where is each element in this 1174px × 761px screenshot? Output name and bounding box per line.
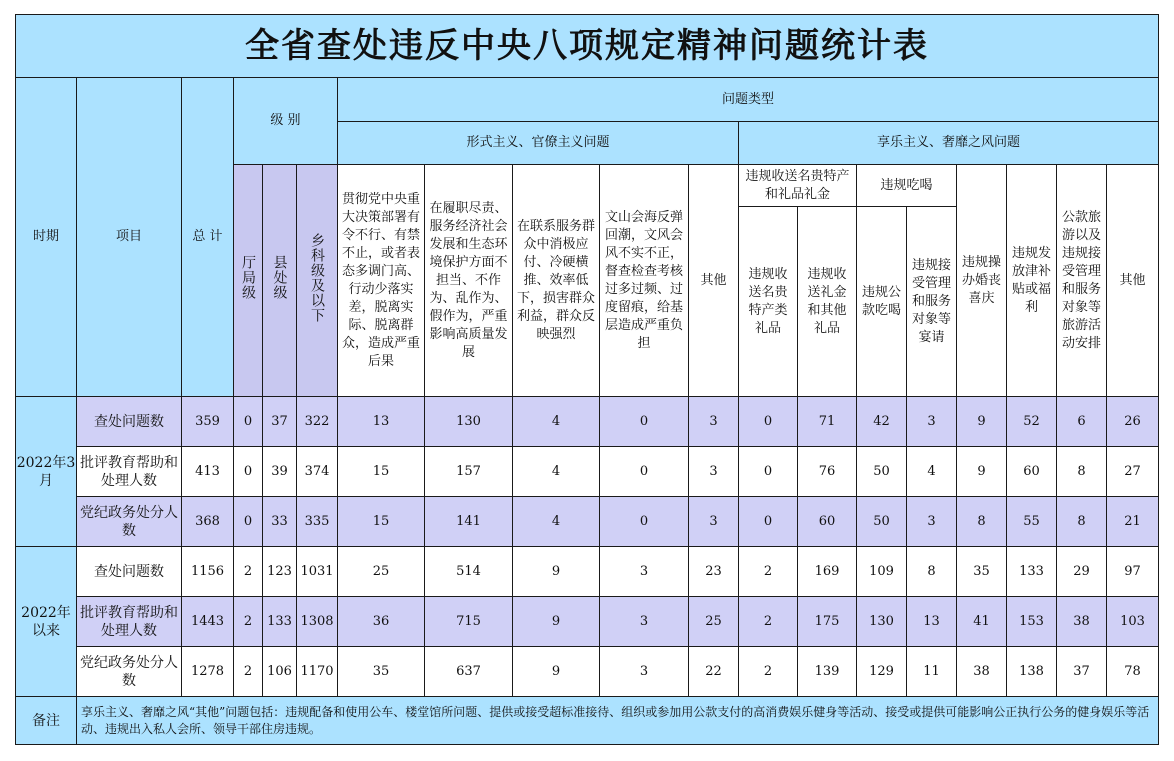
cell: 133 [1007, 547, 1057, 597]
cell: 3 [600, 547, 689, 597]
cell: 3 [689, 497, 739, 547]
cell: 15 [338, 447, 425, 497]
cell: 97 [1107, 547, 1159, 597]
header-formalism-col-1: 贯彻党中央重大决策部署有令不行、有禁不止，或者表态多调门高、行动少落实差，脱离实际、脱离群众，造成严重后果 [338, 165, 425, 397]
cell: 169 [798, 547, 857, 597]
cell: 715 [425, 597, 513, 647]
cell: 0 [600, 397, 689, 447]
cell: 60 [798, 497, 857, 547]
cell: 322 [297, 397, 338, 447]
cell: 35 [957, 547, 1007, 597]
cell: 26 [1107, 397, 1159, 447]
cell: 6 [1057, 397, 1107, 447]
cell: 9 [957, 397, 1007, 447]
row-item-label: 查处问题数 [77, 547, 182, 597]
cell: 3 [689, 397, 739, 447]
cell: 9 [513, 547, 600, 597]
header-level-county: 县处级 [263, 165, 297, 397]
cell: 2 [739, 547, 798, 597]
header-hedonism-other: 其他 [1107, 165, 1159, 397]
cell: 9 [957, 447, 1007, 497]
cell: 1170 [297, 647, 338, 697]
header-hedonism-specialty-gifts: 违规收送名贵特产类礼品 [739, 207, 798, 397]
statistics-table [15, 14, 1159, 745]
cell: 0 [739, 397, 798, 447]
cell: 41 [957, 597, 1007, 647]
cell: 78 [1107, 647, 1159, 697]
cell: 0 [234, 497, 263, 547]
cell: 52 [1007, 397, 1057, 447]
cell: 25 [689, 597, 739, 647]
cell: 0 [739, 447, 798, 497]
header-formalism-col-3: 在联系服务群众中消极应付、冷硬横推、效率低下，损害群众利益，群众反映强烈 [513, 165, 600, 397]
cell: 39 [263, 447, 297, 497]
cell: 76 [798, 447, 857, 497]
cell: 8 [1057, 447, 1107, 497]
table-row [16, 647, 1159, 697]
cell: 3 [600, 597, 689, 647]
header-item: 项目 [77, 78, 182, 397]
header-formalism: 形式主义、官僚主义问题 [338, 122, 739, 165]
period-cell: 2022年3月 [16, 397, 77, 547]
cell: 153 [1007, 597, 1057, 647]
cell: 4 [513, 447, 600, 497]
note-label: 备注 [16, 697, 77, 745]
cell: 38 [957, 647, 1007, 697]
cell: 0 [234, 397, 263, 447]
cell: 38 [1057, 597, 1107, 647]
cell: 3 [907, 397, 957, 447]
cell: 37 [1057, 647, 1107, 697]
cell: 368 [182, 497, 234, 547]
cell: 42 [857, 397, 907, 447]
header-formalism-other: 其他 [689, 165, 739, 397]
cell: 130 [425, 397, 513, 447]
cell: 0 [739, 497, 798, 547]
row-item-label: 查处问题数 [77, 397, 182, 447]
cell: 4 [513, 497, 600, 547]
row-item-label: 党纪政务处分人数 [77, 647, 182, 697]
cell: 22 [689, 647, 739, 697]
cell: 13 [338, 397, 425, 447]
cell: 0 [234, 447, 263, 497]
cell: 106 [263, 647, 297, 697]
cell: 8 [907, 547, 957, 597]
cell: 3 [907, 497, 957, 547]
cell: 15 [338, 497, 425, 547]
period-cell: 2022年以来 [16, 547, 77, 697]
table-row [16, 547, 1159, 597]
header-gift-group: 违规收送名贵特产和礼品礼金 [739, 165, 857, 207]
cell: 37 [263, 397, 297, 447]
header-hedonism-travel: 公款旅游以及违规接受管理和服务对象等旅游活动安排 [1057, 165, 1107, 397]
row-item-label: 批评教育帮助和处理人数 [77, 597, 182, 647]
cell: 9 [513, 647, 600, 697]
cell: 71 [798, 397, 857, 447]
cell: 2 [234, 597, 263, 647]
cell: 33 [263, 497, 297, 547]
cell: 27 [1107, 447, 1159, 497]
cell: 25 [338, 547, 425, 597]
header-hedonism-weddings: 违规操办婚丧喜庆 [957, 165, 1007, 397]
cell: 50 [857, 447, 907, 497]
cell: 514 [425, 547, 513, 597]
cell: 2 [739, 597, 798, 647]
cell: 359 [182, 397, 234, 447]
header-hedonism: 享乐主义、奢靡之风问题 [739, 122, 1159, 165]
cell: 60 [1007, 447, 1057, 497]
header-problem-type: 问题类型 [338, 78, 1159, 122]
cell: 129 [857, 647, 907, 697]
cell: 1443 [182, 597, 234, 647]
cell: 8 [957, 497, 1007, 547]
cell: 374 [297, 447, 338, 497]
cell: 3 [689, 447, 739, 497]
cell: 4 [513, 397, 600, 447]
header-formalism-col-2: 在履职尽责、服务经济社会发展和生态环境保护方面不担当、不作为、乱作为、假作为，严重影响高质量发展 [425, 165, 513, 397]
cell: 1031 [297, 547, 338, 597]
cell: 109 [857, 547, 907, 597]
cell: 413 [182, 447, 234, 497]
cell: 29 [1057, 547, 1107, 597]
header-level-department: 厅局级 [234, 165, 263, 397]
table-row [16, 397, 1159, 447]
cell: 130 [857, 597, 907, 647]
cell: 50 [857, 497, 907, 547]
cell: 2 [234, 547, 263, 597]
cell: 1156 [182, 547, 234, 597]
cell: 103 [1107, 597, 1159, 647]
cell: 2 [739, 647, 798, 697]
cell: 138 [1007, 647, 1057, 697]
row-item-label: 党纪政务处分人数 [77, 497, 182, 547]
cell: 1278 [182, 647, 234, 697]
statistics-table-container [15, 14, 1159, 745]
header-hedonism-public-meals: 违规公款吃喝 [857, 207, 907, 397]
cell: 0 [600, 447, 689, 497]
cell: 13 [907, 597, 957, 647]
table-title: 全省查处违反中央八项规定精神问题统计表 [16, 15, 1159, 78]
cell: 141 [425, 497, 513, 547]
cell: 55 [1007, 497, 1057, 547]
header-formalism-col-4: 文山会海反弹回潮，文风会风不实不正，督查检查考核过多过频、过度留痕，给基层造成严重负担 [600, 165, 689, 397]
cell: 3 [600, 647, 689, 697]
table-row [16, 497, 1159, 547]
header-level-township: 乡科级及以下 [297, 165, 338, 397]
cell: 36 [338, 597, 425, 647]
cell: 8 [1057, 497, 1107, 547]
header-hedonism-subsidies: 违规发放津补贴或福利 [1007, 165, 1057, 397]
header-hedonism-banquets: 违规接受管理和服务对象等宴请 [907, 207, 957, 397]
cell: 11 [907, 647, 957, 697]
cell: 139 [798, 647, 857, 697]
cell: 4 [907, 447, 957, 497]
header-hedonism-cash-gifts: 违规收送礼金和其他礼品 [798, 207, 857, 397]
cell: 157 [425, 447, 513, 497]
cell: 133 [263, 597, 297, 647]
cell: 335 [297, 497, 338, 547]
table-row [16, 597, 1159, 647]
table-row [16, 447, 1159, 497]
header-meal-group: 违规吃喝 [857, 165, 957, 207]
cell: 175 [798, 597, 857, 647]
cell: 9 [513, 597, 600, 647]
cell: 637 [425, 647, 513, 697]
cell: 0 [600, 497, 689, 547]
cell: 23 [689, 547, 739, 597]
header-period: 时期 [16, 78, 77, 397]
header-level: 级 别 [234, 78, 338, 165]
cell: 123 [263, 547, 297, 597]
row-item-label: 批评教育帮助和处理人数 [77, 447, 182, 497]
cell: 2 [234, 647, 263, 697]
cell: 1308 [297, 597, 338, 647]
header-total: 总 计 [182, 78, 234, 397]
note-text: 享乐主义、奢靡之风“其他”问题包括：违规配备和使用公车、楼堂馆所问题、提供或接受超标准接待、组织或参加用公款支付的高消费娱乐健身等活动、接受或提供可能影响公正执行公务的健身娱乐等活动、违规出入私人会所、领导干部住房违规。 [77, 697, 1159, 745]
cell: 35 [338, 647, 425, 697]
cell: 21 [1107, 497, 1159, 547]
